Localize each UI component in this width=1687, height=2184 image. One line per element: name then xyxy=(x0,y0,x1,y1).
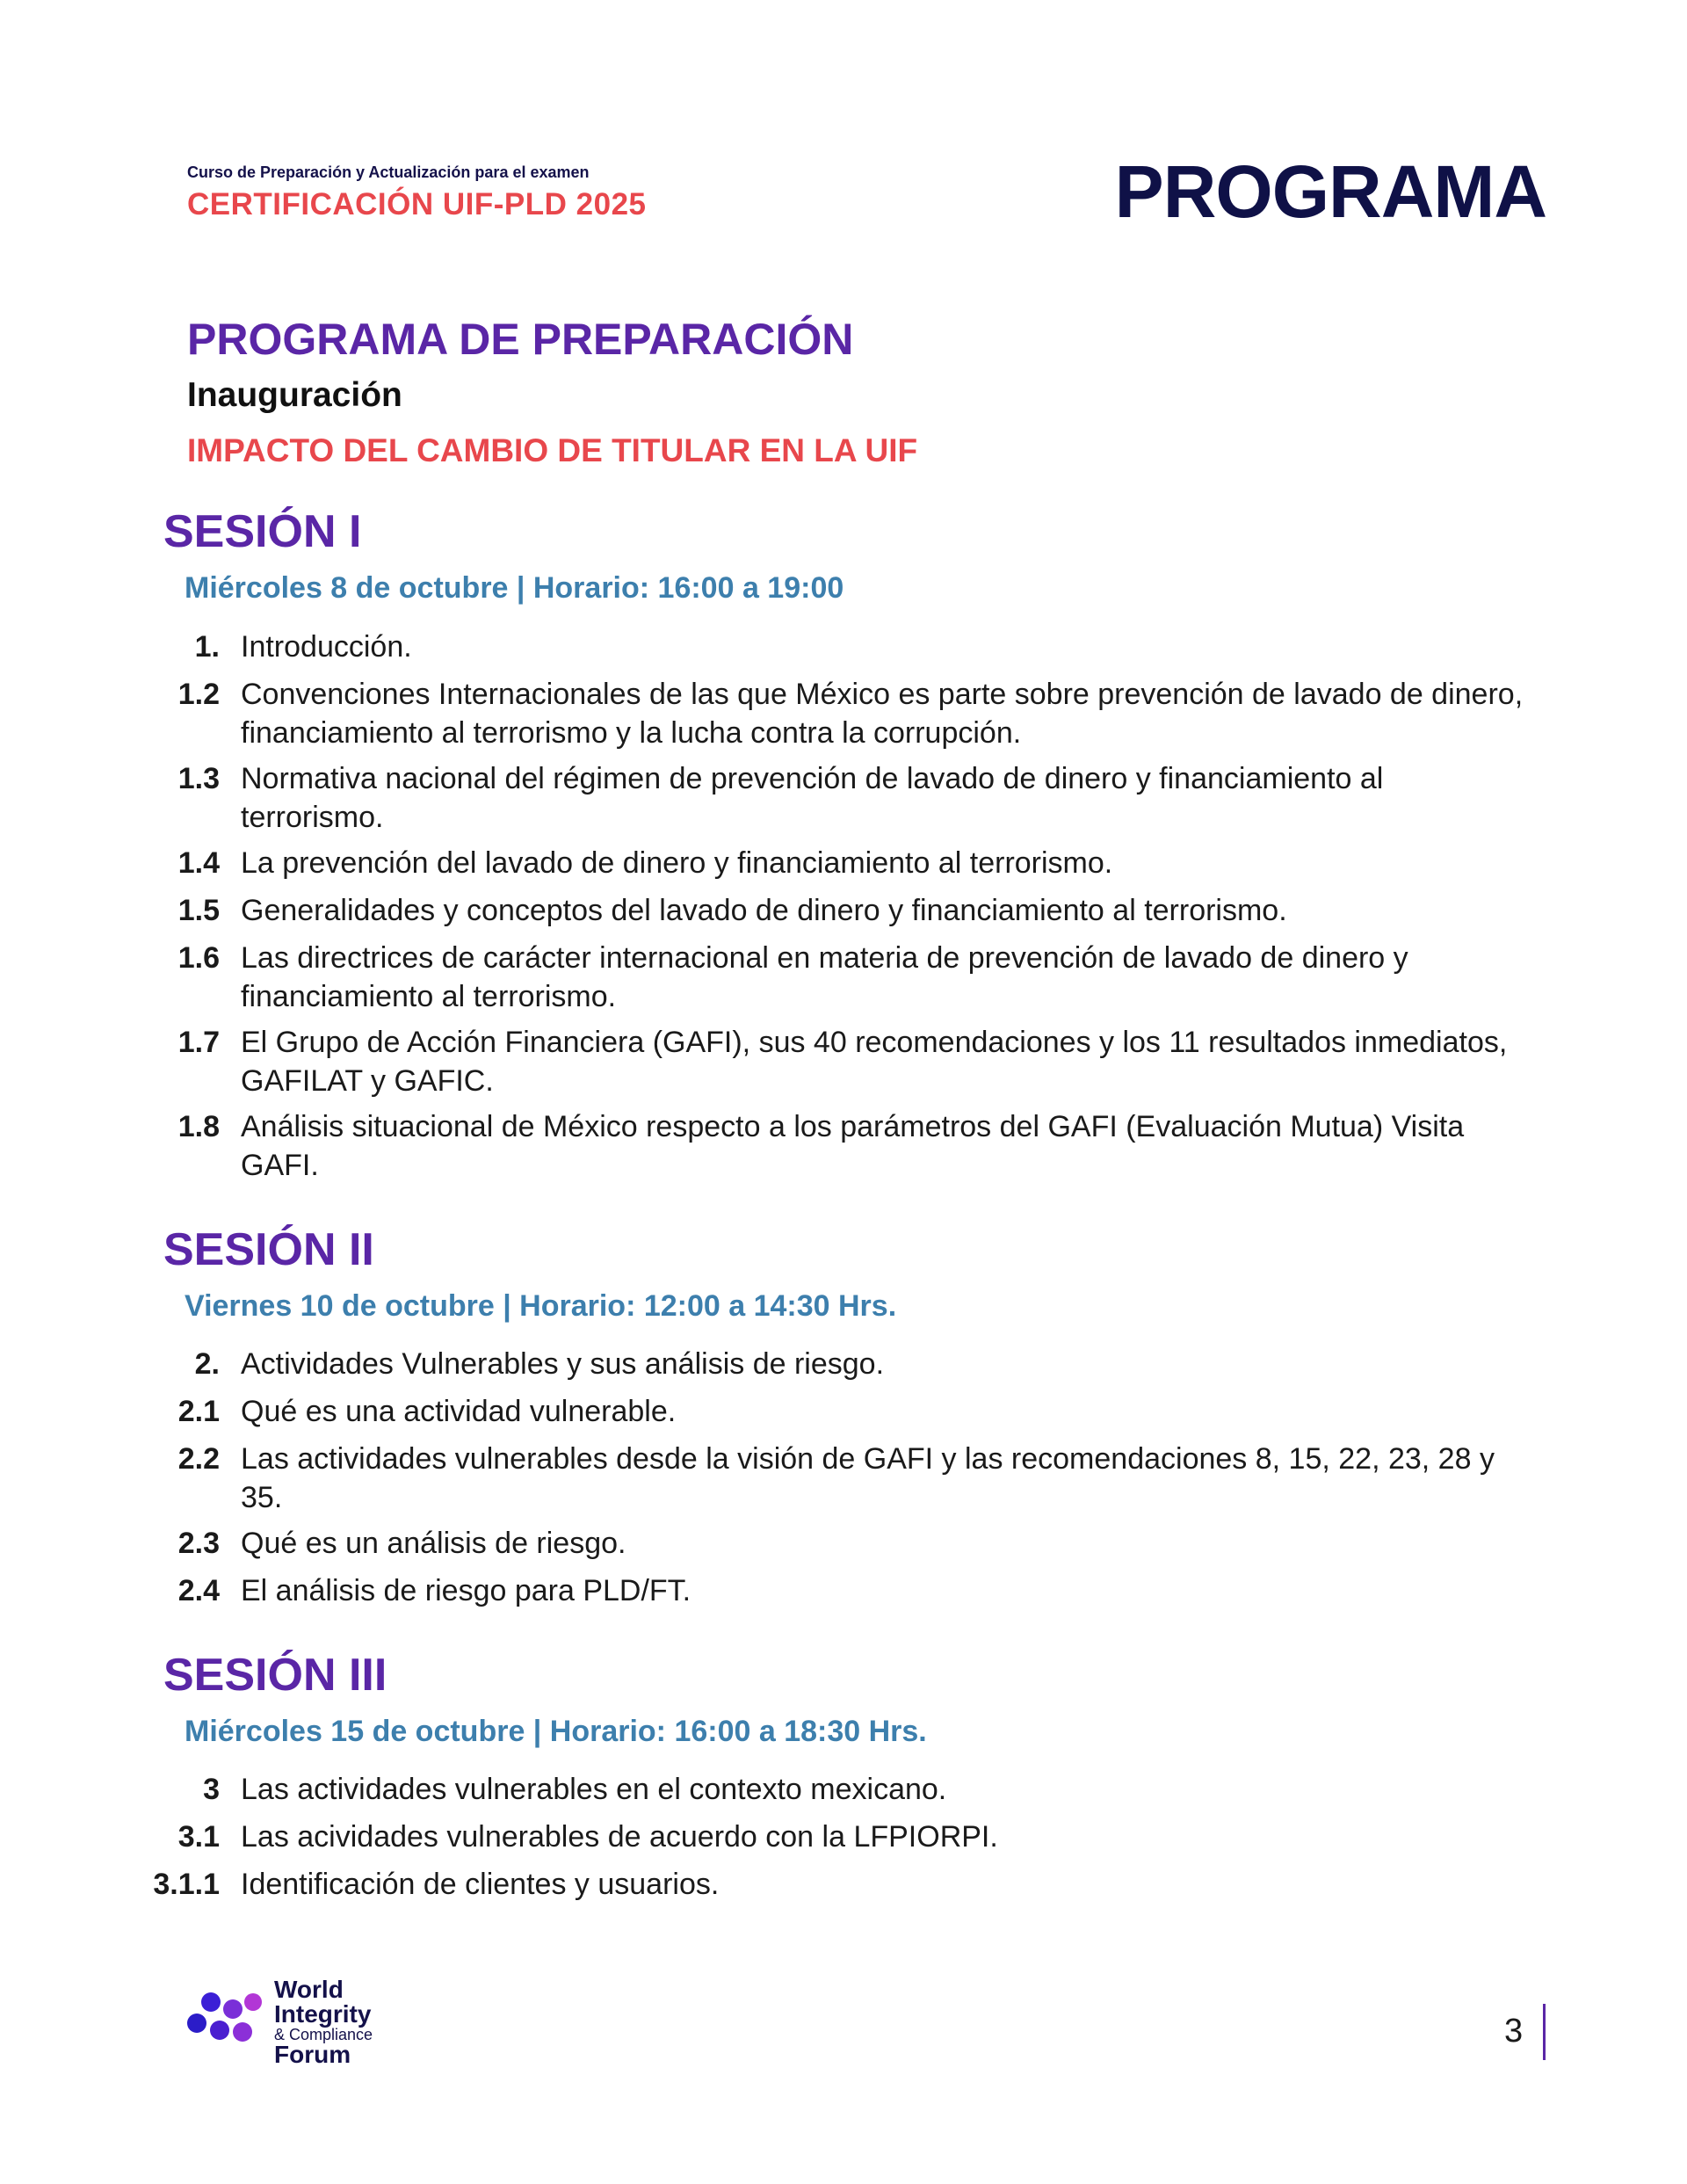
list-item xyxy=(0,675,1687,759)
item-number: 2.2 xyxy=(177,1442,220,1476)
list-item xyxy=(0,1571,1687,1619)
logo-dot xyxy=(233,2022,252,2042)
session-2-date: Viernes 10 de octubre | Horario: 12:00 a 14:30 Hrs. xyxy=(185,1289,897,1323)
session-3-title: SESIÓN III xyxy=(163,1650,387,1701)
item-number: 3.1.1 xyxy=(153,1868,220,1901)
section-heading: PROGRAMA DE PREPARACIÓN xyxy=(187,315,854,364)
item-text: Actividades Vulnerables y sus análisis de riesgo. xyxy=(241,1347,885,1381)
list-item xyxy=(0,628,1687,675)
list-item xyxy=(0,1865,1687,1912)
item-number: 3 xyxy=(203,1773,220,1806)
logo-dot xyxy=(244,1993,262,2011)
item-text: El Grupo de Acción Financiera (GAFI), sus 40 recomendaciones y los 11 resultados inmediatos, GAFILAT y GAFIC. xyxy=(241,1026,1508,1098)
list-item xyxy=(0,1770,1687,1818)
inauguration-label: Inauguración xyxy=(187,376,402,414)
item-number: 1.6 xyxy=(177,941,220,975)
item-text: Las directrices de carácter internacional en materia de prevención de lavado de dinero y financiamiento al terrorismo. xyxy=(241,941,1408,1013)
item-number: 2. xyxy=(194,1347,220,1381)
course-subtitle: Curso de Preparación y Actualización para el examen xyxy=(187,163,590,181)
item-text: Análisis situacional de México respecto a los parámetros del GAFI (Evaluación Mutua) Visita GAFI. xyxy=(241,1110,1465,1182)
logo-dot xyxy=(210,2021,229,2040)
certification-title: CERTIFICACIÓN UIF-PLD 2025 xyxy=(187,187,647,221)
list-item xyxy=(0,939,1687,1023)
logo-line: & Compliance xyxy=(274,2026,373,2043)
item-number: 1.8 xyxy=(177,1110,220,1143)
list-item xyxy=(0,1023,1687,1107)
logo-line: World xyxy=(274,1976,344,2003)
logo-line: Integrity xyxy=(274,2000,372,2028)
list-item xyxy=(0,844,1687,891)
item-text: Generalidades y conceptos del lavado de dinero y financiamiento al terrorismo. xyxy=(241,894,1287,927)
list-item xyxy=(0,1440,1687,1524)
session-1-title: SESIÓN I xyxy=(163,506,362,557)
item-text: El análisis de riesgo para PLD/FT. xyxy=(241,1574,691,1607)
item-number: 1. xyxy=(194,630,220,664)
item-text: Normativa nacional del régimen de prevención de lavado de dinero y financiamiento al terrorismo. xyxy=(241,762,1384,834)
item-number: 1.2 xyxy=(177,678,220,711)
item-number: 1.7 xyxy=(177,1026,220,1059)
list-item xyxy=(0,1392,1687,1440)
item-text: Las actividades vulnerables en el contexto mexicano. xyxy=(241,1773,947,1806)
item-number: 2.4 xyxy=(177,1574,220,1607)
list-item xyxy=(0,891,1687,939)
item-number: 1.3 xyxy=(177,762,220,795)
item-text: Las acividades vulnerables de acuerdo con la LFPIORPI. xyxy=(241,1820,998,1854)
session-3-items xyxy=(0,1770,1687,1912)
item-text: Qué es una actividad vulnerable. xyxy=(241,1395,677,1428)
item-text: La prevención del lavado de dinero y financiamiento al terrorismo. xyxy=(241,846,1113,880)
logo-wordmark xyxy=(274,1977,373,2067)
item-number: 1.4 xyxy=(177,846,220,880)
item-text: Las actividades vulnerables desde la visión de GAFI y las recomendaciones 8, 15, 22, 23, 28 y 35. xyxy=(241,1442,1495,1514)
item-text: Qué es un análisis de riesgo. xyxy=(241,1527,626,1560)
session-3-date: Miércoles 15 de octubre | Horario: 16:00 a 18:30 Hrs. xyxy=(185,1715,927,1748)
item-text: Introducción. xyxy=(241,630,412,664)
list-item xyxy=(0,759,1687,844)
item-number: 2.3 xyxy=(177,1527,220,1560)
session-1-items xyxy=(0,628,1687,1192)
session-2-title: SESIÓN II xyxy=(163,1224,374,1275)
list-item xyxy=(0,1818,1687,1865)
item-number: 2.1 xyxy=(177,1395,220,1428)
item-number: 3.1 xyxy=(177,1820,220,1854)
item-text: Identificación de clientes y usuarios. xyxy=(241,1868,720,1901)
item-text: Convenciones Internacionales de las que México es parte sobre prevención de lavado de dinero, financiamiento al terrorismo y la lucha contra la corrupción. xyxy=(241,678,1524,750)
logo-dot xyxy=(201,1992,221,2012)
logo-dot xyxy=(223,1999,243,2019)
list-item xyxy=(0,1524,1687,1571)
session-2-items xyxy=(0,1345,1687,1619)
page-title: PROGRAMA xyxy=(1114,150,1546,233)
list-item xyxy=(0,1107,1687,1192)
session-1-date: Miércoles 8 de octubre | Horario: 16:00 a 19:00 xyxy=(185,571,844,605)
logo-dot xyxy=(187,2013,206,2033)
logo-line: Forum xyxy=(274,2041,351,2068)
list-item xyxy=(0,1345,1687,1392)
page-number-divider xyxy=(1543,2004,1546,2060)
item-number: 1.5 xyxy=(177,894,220,927)
impact-heading: IMPACTO DEL CAMBIO DE TITULAR EN LA UIF xyxy=(187,432,918,468)
page-number: 3 xyxy=(1504,2013,1524,2050)
